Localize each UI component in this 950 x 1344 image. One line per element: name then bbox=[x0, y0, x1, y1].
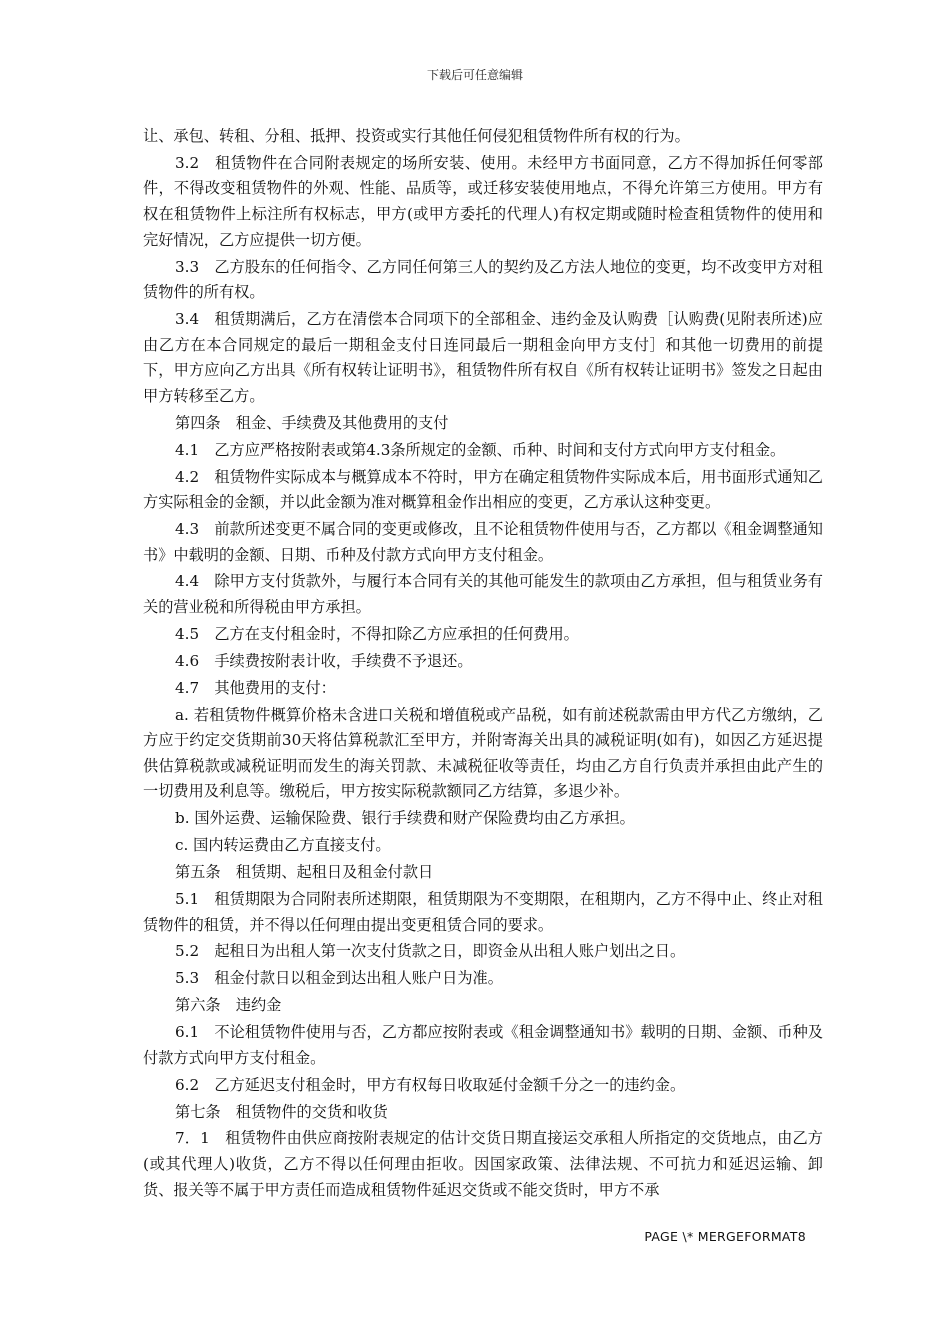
body-paragraph: 4.1 乙方应严格按附表或第4.3条所规定的金额、币种、时间和支付方式向甲方支付租金。 bbox=[175, 440, 786, 459]
body-paragraph: 3.3 乙方股东的任何指令、乙方同任何第三人的契约及乙方法人地位的变更，均不改变甲方对租赁物件的所有权。 bbox=[143, 257, 823, 302]
body-paragraph: 4.6 手续费按附表计收，手续费不予退还。 bbox=[175, 651, 473, 670]
body-paragraph: 让、承包、转租、分租、抵押、投资或实行其他任何侵犯租赁物件所有权的行为。 bbox=[143, 127, 690, 145]
body-paragraph: 6.2 乙方延迟支付租金时，甲方有权每日收取延付金额千分之一的违约金。 bbox=[175, 1075, 686, 1094]
body-paragraph: 4.3 前款所述变更不属合同的变更或修改，且不论租赁物件使用与否，乙方都以《租金调整通知书》中载明的金额、日期、币种及付款方式向甲方支付租金。 bbox=[143, 519, 823, 564]
body-paragraph: 5.2 起租日为出租人第一次支付货款之日，即资金从出租人账户划出之日。 bbox=[175, 942, 686, 961]
body-paragraph: 7．1 租赁物件由供应商按附表规定的估计交货日期直接运交承租人所指定的交货地点，由乙方(或其代理人)收货，乙方不得以任何理由拒收。因国家政策、法律法规、不可抗力和延迟运输、卸货、报关等不属于甲方责任而造成租赁物件延迟交货或不能交货时，甲方不承 bbox=[143, 1129, 823, 1199]
body-paragraph: 5.3 租金付款日以租金到达出租人账户日为准。 bbox=[175, 969, 503, 988]
body-paragraph: b. 国外运费、运输保险费、银行手续费和财产保险费均由乙方承担。 bbox=[175, 809, 635, 828]
section-heading: 第七条 租赁物件的交货和收货 bbox=[175, 1102, 388, 1121]
body-paragraph: a. 若租赁物件概算价格未含进口关税和增值税或产品税，如有前述税款需由甲方代乙方缴纳，乙方应于约定交货期前30天将估算税款汇至甲方，并附寄海关出具的减税证明(如有)，如因乙方延迟提供估算税款或减税证明而发生的海关罚款、未减税征收等责任，均由乙方自行负责并承担由此产生的一切费用及利息等。缴税后，甲方按实际税款额同乙方结算，多退少补。 bbox=[143, 705, 823, 801]
document-body bbox=[143, 124, 823, 1204]
body-paragraph: c. 国内转运费由乙方直接支付。 bbox=[175, 836, 391, 855]
body-paragraph: 4.5 乙方在支付租金时，不得扣除乙方应承担的任何费用。 bbox=[175, 624, 579, 643]
page-header: 下载后可任意编辑 bbox=[426, 68, 523, 82]
section-heading: 第六条 违约金 bbox=[175, 996, 282, 1015]
body-paragraph: 4.7 其他费用的支付： bbox=[175, 678, 336, 697]
body-paragraph: 6.1 不论租赁物件使用与否，乙方都应按附表或《租金调整通知书》载明的日期、金额、币种及付款方式向甲方支付租金。 bbox=[143, 1023, 823, 1067]
body-paragraph: 4.2 租赁物件实际成本与概算成本不符时，甲方在确定租赁物件实际成本后，用书面形式通知乙方实际租金的金额，并以此金额为准对概算租金作出相应的变更，乙方承认这种变更。 bbox=[143, 467, 823, 512]
body-paragraph: 4.4 除甲方支付货款外，与履行本合同有关的其他可能发生的款项由乙方承担，但与租赁业务有关的营业税和所得税由甲方承担。 bbox=[143, 572, 823, 617]
section-heading: 第四条 租金、手续费及其他费用的支付 bbox=[175, 413, 449, 432]
body-paragraph: 3.2 租赁物件在合同附表规定的场所安装、使用。未经甲方书面同意，乙方不得加拆任何零部件，不得改变租赁物件的外观、性能、品质等，或迁移安装使用地点，不得允许第三方使用。甲方有权在租赁物件上标注所有权标志，甲方(或甲方委托的代理人)有权定期或随时检查租赁物件的使用和完好情况，乙方应提供一切方便。 bbox=[143, 153, 823, 249]
body-paragraph: 5.1 租赁期限为合同附表所述期限，租赁期限为不变期限，在租期内，乙方不得中止、终止对租赁物件的租赁，并不得以任何理由提出变更租赁合同的要求。 bbox=[143, 889, 823, 934]
page-footer: PAGE \* MERGEFORMAT8 bbox=[644, 1229, 806, 1244]
body-paragraph: 3.4 租赁期满后，乙方在清偿本合同项下的全部租金、违约金及认购费［认购费(见附表所述)应由乙方在本合同规定的最后一期租金支付日连同最后一期租金向甲方支付］和其他一切费用的前提下，甲方应向乙方出具《所有权转让证明书》，租赁物件所有权自《所有权转让证明书》签发之日起由甲方转移至乙方。 bbox=[143, 310, 823, 405]
section-heading: 第五条 租赁期、起租日及租金付款日 bbox=[175, 863, 434, 882]
